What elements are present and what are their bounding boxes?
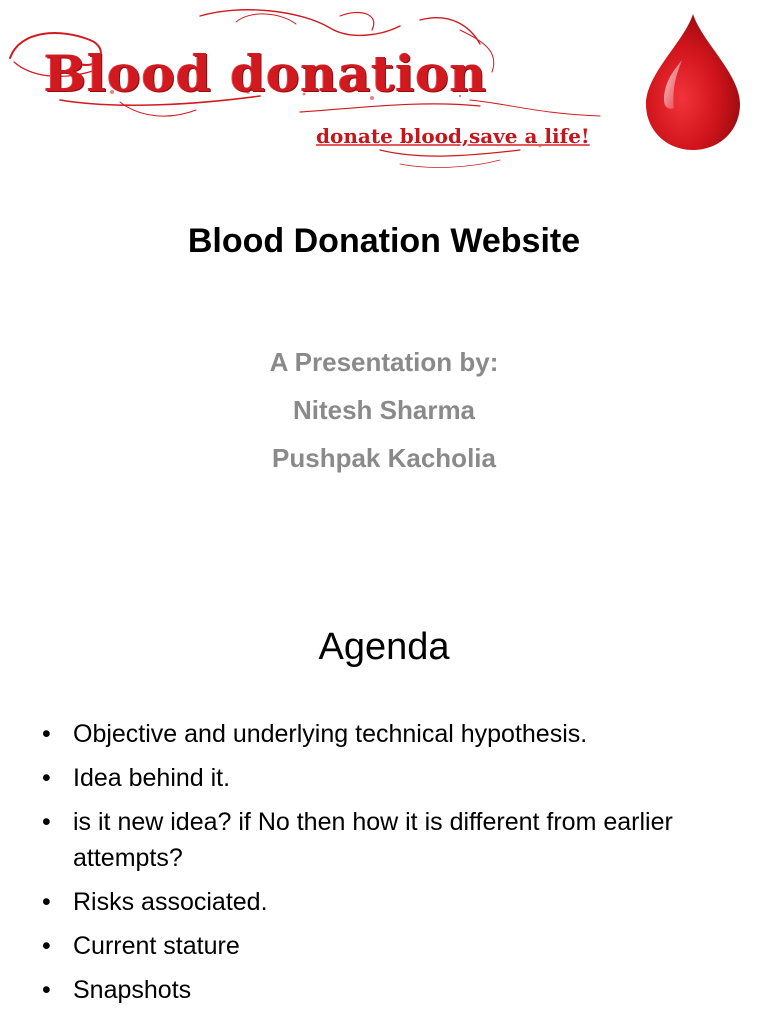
bullet-icon: •: [42, 976, 51, 1004]
agenda-item-text: Objective and underlying technical hypothesis.: [73, 720, 588, 748]
slide-title: Blood Donation Website: [187, 222, 581, 260]
presenter-name: Nitesh Sharma: [292, 395, 476, 425]
agenda-item-text: Snapshots: [73, 976, 192, 1004]
banner-logo-title: Blood donation: [44, 44, 488, 103]
bullet-icon: •: [42, 720, 51, 748]
agenda-item: [40, 928, 740, 964]
bullet-icon: •: [42, 932, 51, 960]
presentation-by-label: A Presentation by:: [269, 347, 499, 377]
bullet-icon: •: [42, 808, 51, 836]
agenda-item: [40, 884, 740, 920]
agenda-item: [40, 716, 740, 752]
agenda-item-text: is it new idea? if No then how it is different from earlier attempts?: [73, 808, 673, 872]
agenda-item: [40, 804, 740, 876]
bullet-icon: •: [42, 764, 51, 792]
presenter-block: [0, 338, 768, 482]
agenda-item: [40, 972, 740, 1008]
agenda-item-text: Current stature: [73, 932, 240, 960]
agenda-item-text: Risks associated.: [73, 888, 268, 916]
banner-tagline: donate blood,save a life!: [316, 124, 590, 148]
agenda-list: [40, 716, 740, 1016]
agenda-item-text: Idea behind it.: [73, 764, 231, 792]
bullet-icon: •: [42, 888, 51, 916]
presenter-name: Pushpak Kacholia: [272, 443, 496, 473]
agenda-item: [40, 760, 740, 796]
blood-drop-icon: [644, 12, 742, 152]
agenda-heading: Agenda: [318, 626, 450, 668]
